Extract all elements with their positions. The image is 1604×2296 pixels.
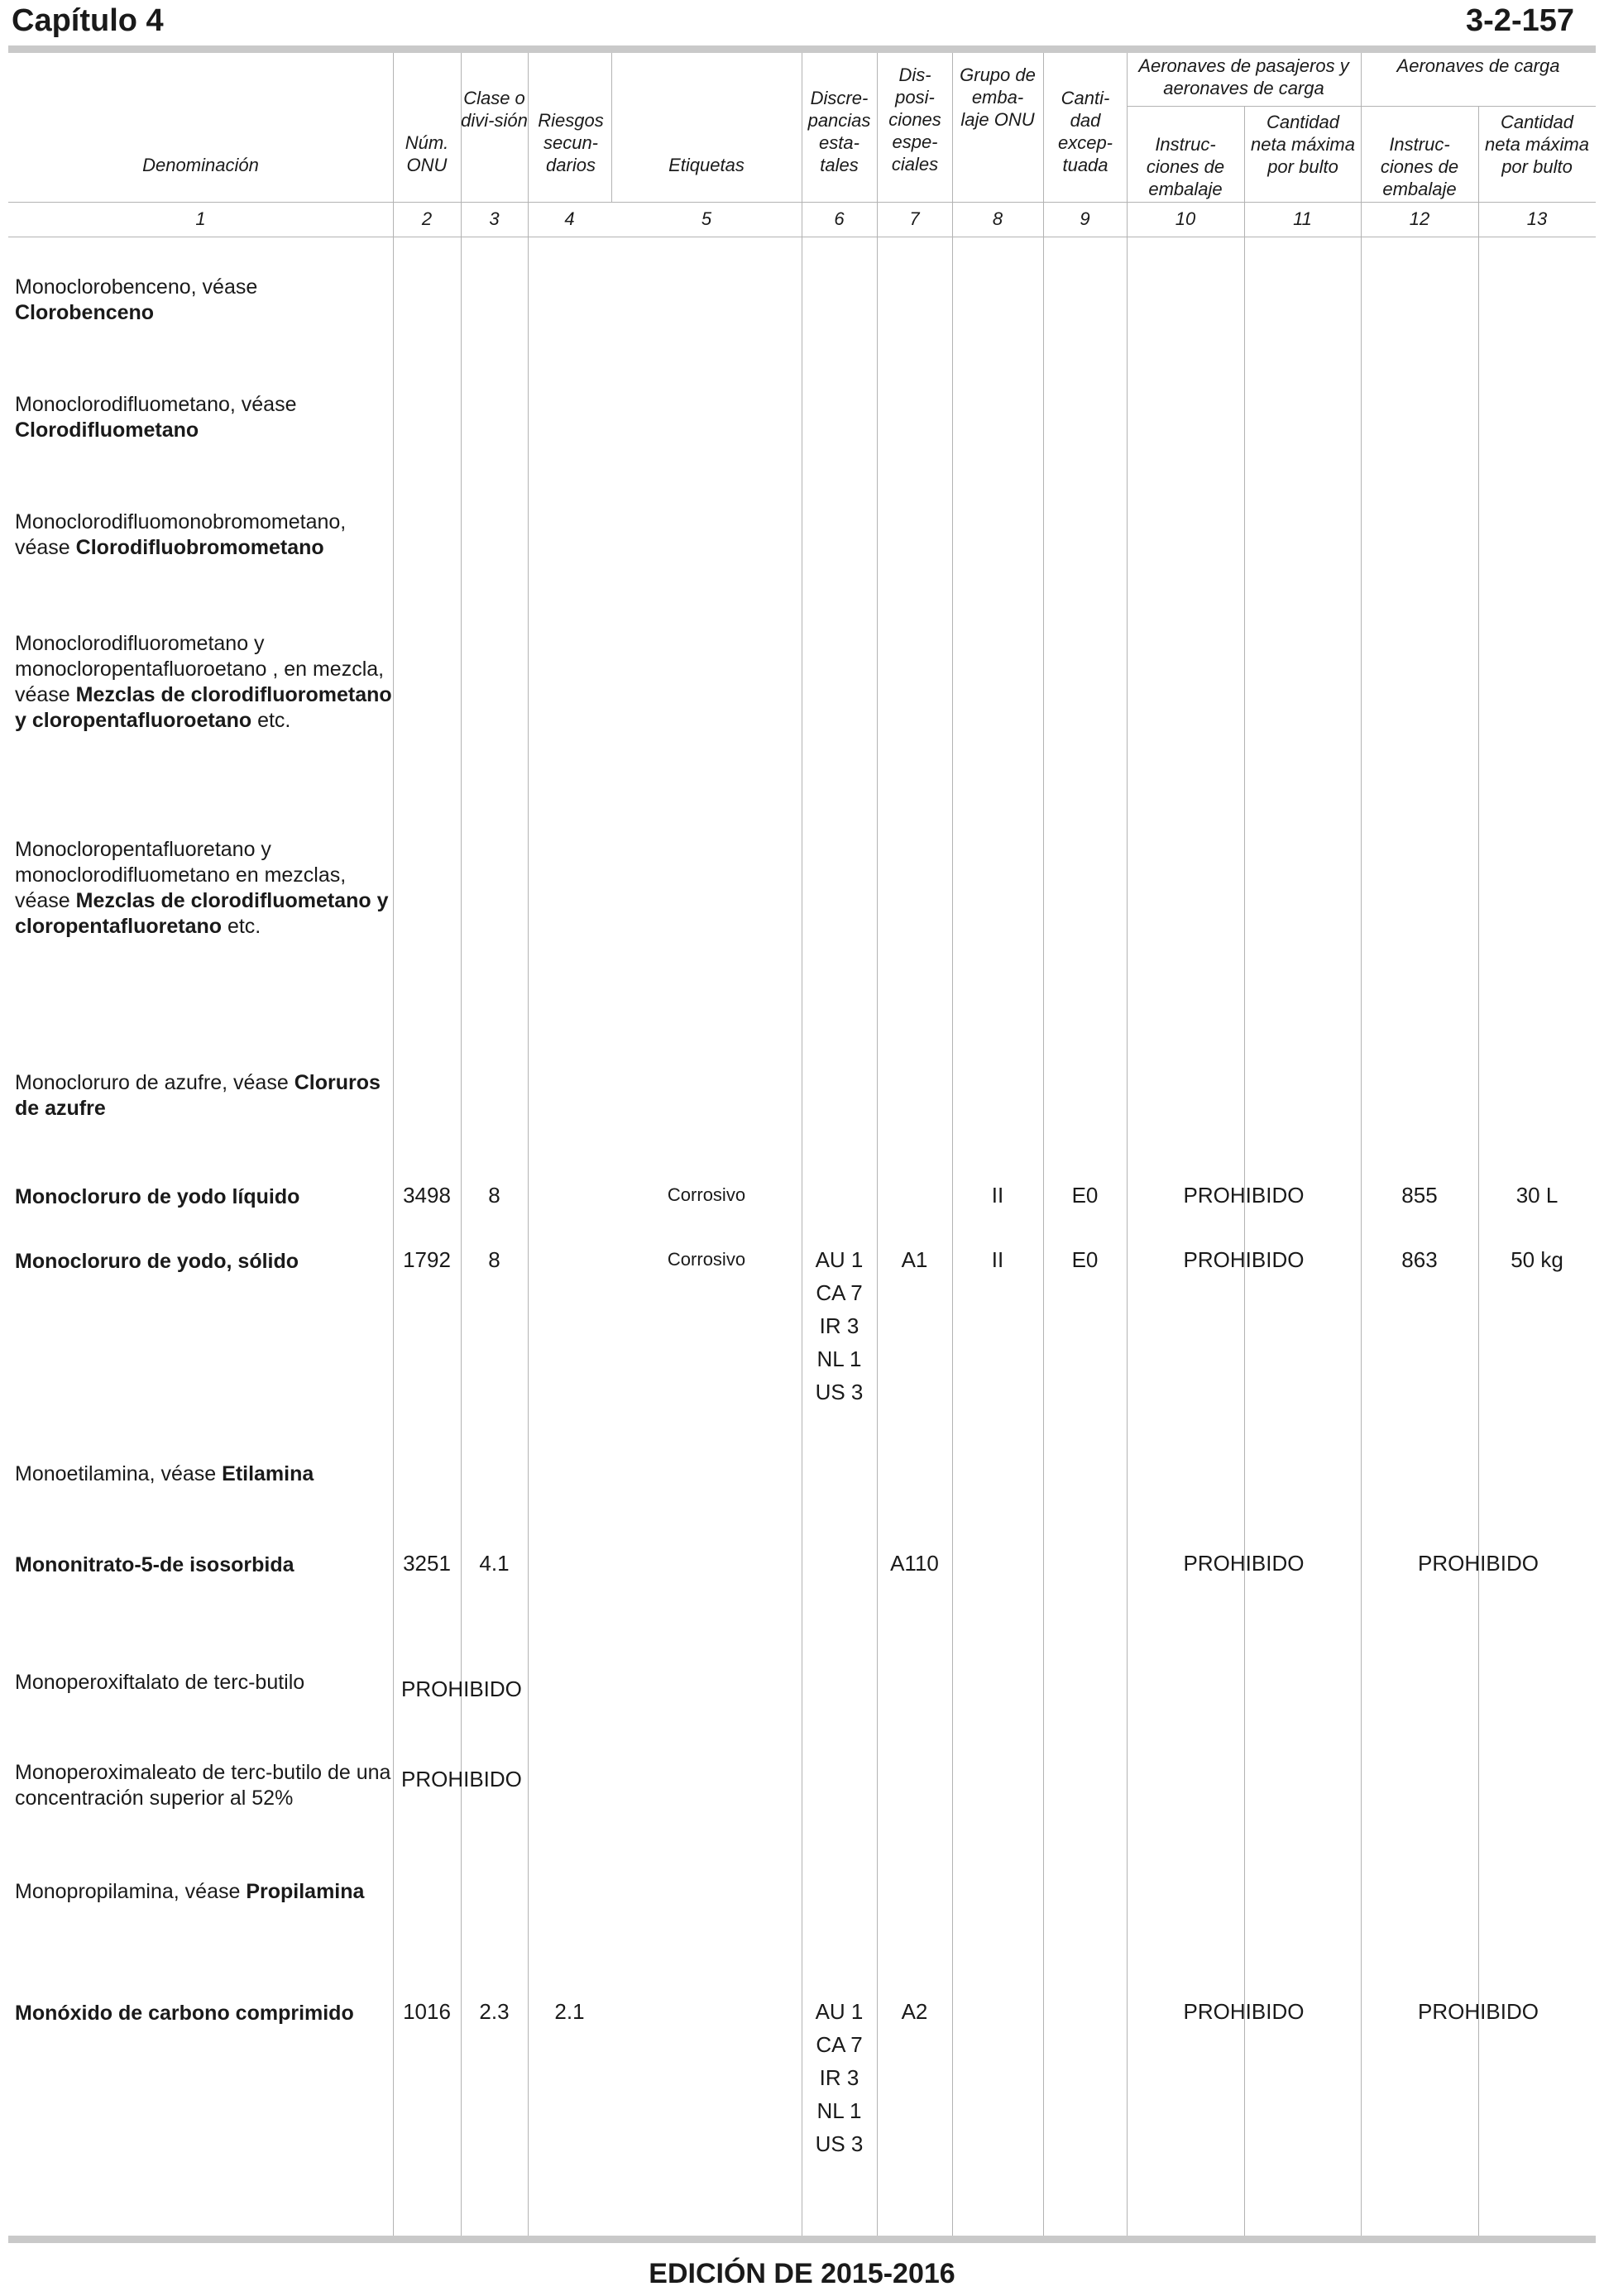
col-number: 2 [421, 208, 433, 229]
entry-cargo-quantity: 30 L [1515, 1183, 1559, 1208]
col-number: 9 [1080, 208, 1090, 229]
col-header-instrucciones-pax: Instruc-ciones de embalaje [1146, 134, 1225, 199]
col-number: 4 [564, 208, 575, 229]
col-number: 6 [834, 208, 845, 229]
entry-un-number: 3498 [403, 1183, 451, 1208]
entry-class: 2.3 [479, 1999, 510, 2024]
entry-denomination: Monocloruro de azufre, véase Cloruros de azufre [15, 1071, 381, 1120]
col-number: 8 [992, 208, 1003, 229]
entry-denomination: Monoclorobenceno, véase Clorobenceno [15, 275, 258, 324]
col-number: 11 [1293, 208, 1312, 229]
entry-cargo-aircraft: PROHIBIDO [1418, 1999, 1539, 2024]
entry-un-number: 3251 [403, 1551, 451, 1576]
col-header-grupo-embalaje: Grupo de emba-laje ONU [960, 65, 1036, 130]
col-header-cantidad-cargo: Cantidad neta máxima por bulto [1485, 112, 1589, 177]
entry-excepted-qty: E0 [1071, 1183, 1099, 1208]
entry-special-provisions: A110 [890, 1551, 939, 1576]
entry-special-provisions: A2 [901, 1999, 928, 2024]
entry-denomination: Monocloropentafluoretano y monoclorodifluometano en mezclas, véase Mezclas de clorodifluometano y cloropentafluoretano etc. [15, 838, 389, 938]
entry-class: 8 [488, 1247, 500, 1272]
entry-pax-aircraft: PROHIBIDO [1183, 1183, 1305, 1208]
col-header-instrucciones-cargo: Instruc-ciones de embalaje [1380, 134, 1459, 199]
entry-denomination: Monoclorodifluomonobromometano, véase Clorodifluobromometano [15, 510, 347, 559]
entry-class: 4.1 [479, 1551, 510, 1576]
entry-denomination: Monoperoxiftalato de terc-butilo [15, 1671, 305, 1694]
col-header-num-onu: Núm. ONU [405, 132, 449, 175]
entry-pax-aircraft: PROHIBIDO [1183, 1999, 1305, 2024]
entry-packing-group: II [991, 1183, 1004, 1208]
entry-cargo-aircraft: PROHIBIDO [1418, 1551, 1539, 1576]
entry-denomination: Monoperoximaleato de terc-butilo de una concentración superior al 52% [15, 1761, 391, 1810]
entry-pax-aircraft: PROHIBIDO [1183, 1247, 1305, 1272]
entry-state-variations: AU 1 CA 7 IR 3 NL 1 US 3 [815, 1247, 864, 1404]
col-number: 1 [195, 208, 206, 229]
entry-denomination: Monocloruro de yodo, sólido [15, 1250, 299, 1273]
page-number: 3-2-157 [1466, 3, 1574, 38]
col-number: 12 [1409, 208, 1430, 229]
col-header-riesgos: Riesgos secun-darios [538, 110, 604, 175]
edition-footer: EDICIÓN DE 2015-2016 [649, 2258, 955, 2289]
entry-forbidden: PROHIBIDO [401, 1677, 522, 1701]
entry-cargo-quantity: 50 kg [1511, 1247, 1563, 1272]
col-header-clase: Clase o divi-sión [461, 88, 528, 131]
col-header-discrepancias: Discre-pancias esta-tales [807, 88, 871, 175]
entry-denomination: Monoetilamina, véase Etilamina [15, 1462, 314, 1485]
entry-cargo-instructions: 863 [1401, 1247, 1438, 1272]
dangerous-goods-table [8, 53, 1596, 2236]
entry-denomination: Monoclorodifluometano, véase Clorodifluometano [15, 393, 297, 442]
entry-pax-aircraft: PROHIBIDO [1183, 1551, 1305, 1576]
col-header-disposiciones: Dis-posi-ciones espe-ciales [888, 65, 941, 175]
entry-class: 8 [488, 1183, 500, 1208]
col-header-cantidad-pax: Cantidad neta máxima por bulto [1251, 112, 1355, 177]
entry-denomination: Monocloruro de yodo líquido [15, 1185, 300, 1208]
col-number: 10 [1175, 208, 1196, 229]
entry-denomination: Mononitrato-5-de isosorbida [15, 1553, 294, 1576]
col-number: 13 [1526, 208, 1548, 229]
entry-forbidden: PROHIBIDO [401, 1767, 522, 1791]
entry-un-number: 1016 [403, 1999, 451, 2024]
col-number: 7 [909, 208, 920, 229]
col-header-etiquetas: Etiquetas [668, 155, 745, 175]
col-number: 5 [701, 208, 712, 229]
entry-excepted-qty: E0 [1071, 1247, 1099, 1272]
bottom-rule [8, 2236, 1596, 2243]
entry-subsidiary-risk: 2.1 [554, 1999, 585, 2024]
entry-un-number: 1792 [403, 1247, 451, 1272]
entry-cargo-instructions: 855 [1401, 1183, 1438, 1208]
entry-special-provisions: A1 [901, 1247, 928, 1272]
entry-denomination: Monóxido de carbono comprimido [15, 2002, 354, 2025]
entry-state-variations: AU 1 CA 7 IR 3 NL 1 US 3 [815, 1999, 864, 2156]
chapter-title: Capítulo 4 [12, 3, 164, 38]
col-header-group-carga: Aeronaves de carga [1396, 55, 1560, 76]
entry-denomination: Monopropilamina, véase Propilamina [15, 1880, 365, 1903]
col-header-cantidad-exceptuada: Canti-dad excep-tuada [1057, 88, 1113, 175]
col-header-denominacion: Denominación [142, 155, 259, 175]
entry-packing-group: II [991, 1247, 1004, 1272]
top-rule [8, 45, 1596, 53]
entry-denomination: Monoclorodifluorometano y monocloropentafluoroetano , en mezcla, véase Mezclas de clorodifluorometano y cloropentafluoroetano etc. [15, 632, 392, 732]
entry-label: Corrosivo [667, 1249, 746, 1270]
entry-label: Corrosivo [667, 1184, 746, 1205]
col-number: 3 [489, 208, 500, 229]
col-header-group-pasajeros: Aeronaves de pasajeros y aeronaves de carga [1138, 55, 1349, 98]
